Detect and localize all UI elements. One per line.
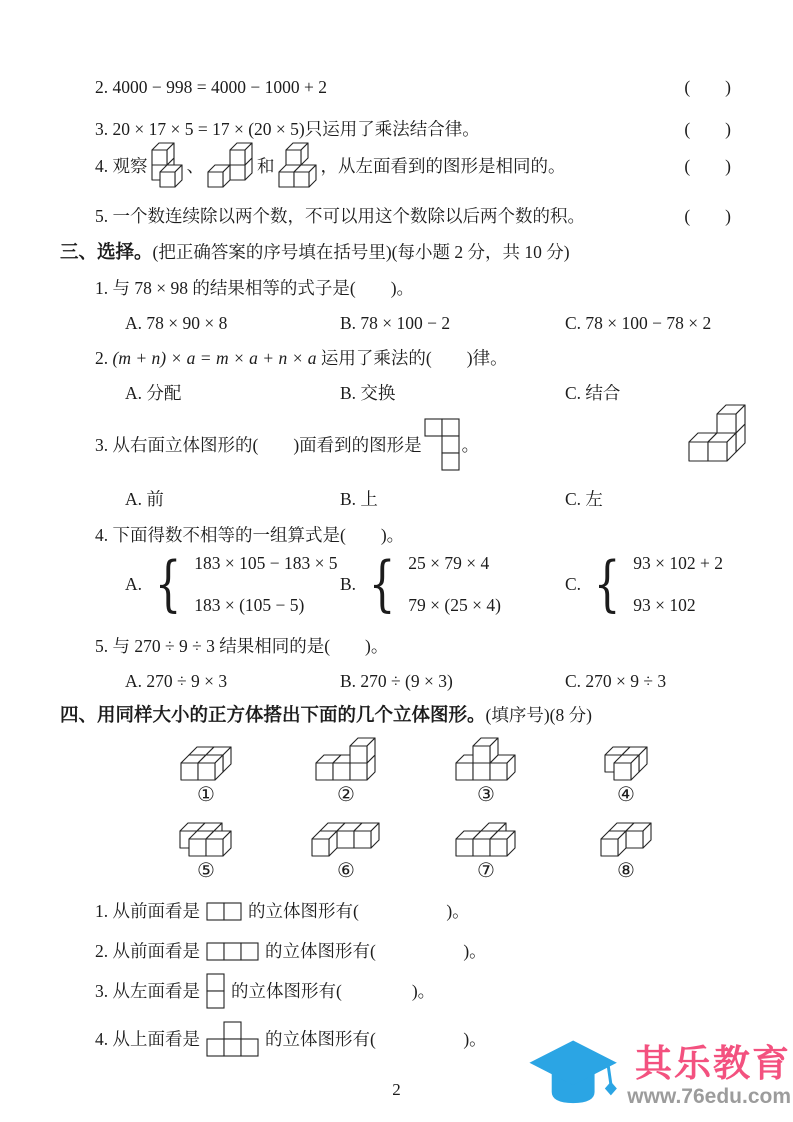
option-c-line-2: 93 × 102 [633, 594, 696, 615]
choice-q2-formula: (m + n) × a = m × a + n × a [112, 348, 317, 368]
tf-item-4-text-4: ，从左面看到的图形是相同的。 [320, 155, 566, 176]
option-c-line-1: 93 × 102 + 2 [633, 552, 723, 573]
figure-2-label: ② [337, 784, 355, 806]
choice-q5: 5. 与 270 ÷ 9 ÷ 3 结果相同的是( )。 [95, 636, 389, 656]
option-b: B. 78 × 100 − 2 [340, 313, 451, 333]
choice-q2-rest: 运用了乘法的( )律。 [316, 348, 508, 368]
build-q1 [95, 899, 793, 923]
choice-q2 [95, 347, 793, 369]
cube-figure-3 [455, 737, 517, 782]
figure-row-2 [170, 809, 793, 883]
cube-figure-4 [604, 746, 649, 782]
figure-row-1 [170, 733, 793, 807]
figure-6 [310, 809, 382, 883]
figure-3 [450, 733, 522, 807]
option-a: A. 78 × 90 × 8 [125, 313, 228, 333]
tf-item-2-text: 2. 4000 − 998 = 4000 − 1000 + 2 [95, 77, 327, 97]
option-b-line-1: 25 × 79 × 4 [408, 552, 490, 573]
figure-7 [450, 809, 522, 883]
tf-item-5 [60, 205, 793, 227]
tf-item-4-text-2: 、 [186, 155, 204, 176]
choice-q3-options [125, 488, 793, 510]
option-c: C. 78 × 100 − 78 × 2 [565, 313, 712, 333]
choice-q1: 1. 与 78 × 98 的结果相等的式子是( )。 [95, 278, 415, 298]
graduation-cap-icon [526, 1037, 622, 1116]
section-four-title-main: 四、用同样大小的正方体搭出下面的几个立体图形。 [60, 706, 486, 726]
view-shape-h3 [206, 942, 259, 961]
brand-watermark [526, 1037, 791, 1116]
option-a-group [125, 550, 340, 618]
option-c: C. 270 × 9 ÷ 3 [565, 671, 667, 691]
option-a-line-2: 183 × (105 − 5) [194, 594, 305, 615]
choice-q3-text: 3. 从右面立体图形的( )面看到的图形是 [95, 434, 422, 455]
cube-figure-8 [600, 822, 653, 858]
build-q4-before: 4. 从上面看是 [95, 1029, 200, 1049]
build-q2-after: 的立体图形有( )。 [265, 941, 487, 961]
choice-q4: 4. 下面得数不相等的一组算式是( )。 [95, 525, 405, 545]
answer-paren: ( ) [684, 119, 731, 139]
section-three-title-main: 三、选择。 [60, 243, 153, 263]
build-q4-after: 的立体图形有( )。 [265, 1029, 487, 1049]
option-a-line-1: 183 × 105 − 183 × 5 [194, 552, 338, 573]
tf-item-2 [60, 76, 793, 98]
cube-figure-2 [315, 737, 377, 782]
choice-q2-options [125, 382, 793, 404]
view-shape-t [206, 1021, 259, 1057]
figure-4 [590, 733, 662, 807]
choice-q3-period: 。 [461, 434, 480, 455]
choice-q1-options [125, 312, 793, 334]
view-shape-h2 [206, 902, 242, 921]
option-c: C. 左 [565, 489, 603, 509]
section-four-title-note: (填序号)(8 分) [485, 705, 592, 725]
option-b: B. 交换 [340, 383, 396, 403]
figure-5 [170, 809, 242, 883]
section-four-title [60, 704, 793, 727]
option-b-line-2: 79 × (25 × 4) [408, 594, 501, 615]
brace-glyph: { [368, 549, 396, 619]
section-three-title [60, 241, 793, 264]
option-a-label: A. [125, 573, 143, 594]
tf-item-4-text-1: 4. 观察 [95, 155, 148, 176]
build-q3-after: 的立体图形有( )。 [231, 981, 436, 1001]
option-b-group [340, 550, 565, 618]
build-q3-before: 3. 从左面看是 [95, 981, 200, 1001]
option-c: C. 结合 [565, 383, 621, 403]
page-number: 2 [392, 1080, 401, 1099]
figure-1-label: ① [197, 784, 215, 806]
option-a: A. 前 [125, 489, 164, 509]
figure-5-label: ⑤ [197, 860, 215, 882]
figure-8-label: ⑧ [617, 860, 635, 882]
option-a: A. 分配 [125, 383, 182, 403]
cube-figure-a [151, 142, 184, 189]
brace-glyph: { [154, 549, 182, 619]
figure-4-label: ④ [617, 784, 635, 806]
option-c-group [565, 550, 793, 618]
true-false-section [60, 76, 793, 227]
tf-item-4 [60, 142, 793, 189]
figure-1 [170, 733, 242, 807]
answer-paren: ( ) [684, 77, 731, 97]
cube-figure-q3 [688, 404, 747, 463]
figure-3-label: ③ [477, 784, 495, 806]
choice-q4-options [125, 550, 793, 618]
cube-figure-7 [455, 822, 517, 858]
cube-figure-1 [180, 746, 233, 782]
build-q2-before: 2. 从前面看是 [95, 941, 200, 961]
figure-7-label: ⑦ [477, 860, 495, 882]
answer-paren: ( ) [684, 206, 731, 226]
option-a: A. 270 ÷ 9 × 3 [125, 671, 228, 691]
option-b: B. 270 ÷ (9 × 3) [340, 671, 453, 691]
view-shape-q3 [424, 418, 460, 471]
figure-2 [310, 733, 382, 807]
figure-8 [590, 809, 662, 883]
tf-item-3 [60, 118, 793, 140]
section-three-title-note: (把正确答案的序号填在括号里)(每小题 2 分，共 10 分) [152, 242, 570, 262]
cube-figure-5 [179, 822, 233, 858]
option-b-label: B. [340, 573, 357, 594]
tf-item-5-text: 5. 一个数连续除以两个数，不可以用这个数除以后两个数的积。 [95, 206, 585, 226]
brand-name: 其乐教育 [635, 1043, 791, 1085]
choice-q3 [95, 408, 793, 480]
view-shape-v2 [206, 973, 225, 1009]
tf-item-4-text-3: 和 [257, 155, 275, 176]
tf-item-3-text: 3. 20 × 17 × 5 = 17 × (20 × 5)只运用了乘法结合律。 [95, 119, 480, 139]
answer-paren: ( ) [684, 155, 731, 176]
option-b: B. 上 [340, 489, 378, 509]
build-q2 [95, 939, 793, 963]
brand-url: www.76edu.com [627, 1084, 791, 1108]
figure-6-label: ⑥ [337, 860, 355, 882]
build-q3 [95, 973, 793, 1009]
choice-q5-options [125, 670, 793, 692]
build-q1-after: 的立体图形有( )。 [248, 901, 470, 921]
brace-glyph: { [593, 549, 621, 619]
build-q1-before: 1. 从前面看是 [95, 901, 200, 921]
cube-figure-6 [311, 822, 381, 858]
option-c-label: C. [565, 573, 582, 594]
cube-figure-c [278, 142, 318, 189]
cube-figure-b [207, 142, 254, 189]
choice-q2-number: 2. [95, 348, 113, 368]
